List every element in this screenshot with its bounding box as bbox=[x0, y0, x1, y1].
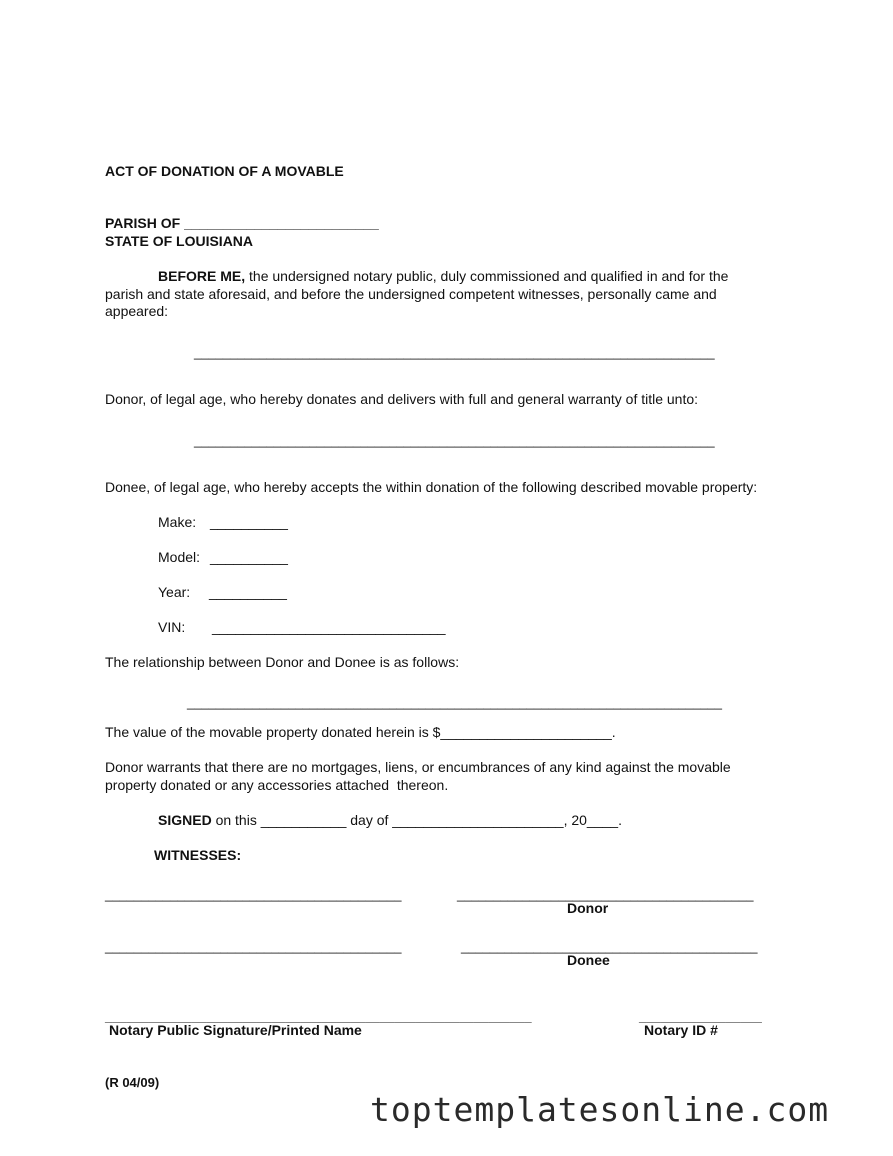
notary-signature-blank[interactable]: ___________________________________________________________ bbox=[105, 1009, 532, 1024]
witness-2-signature-blank[interactable]: _________________________________________ bbox=[105, 939, 402, 954]
model-label: Model: bbox=[158, 549, 201, 565]
before-me-lead: BEFORE ME, bbox=[158, 268, 246, 284]
donor-statement: Donor, of legal age, who hereby donates and delivers with full and general warranty of title unto: bbox=[105, 391, 699, 407]
relationship-statement: The relationship between Donor and Donee is as follows: bbox=[105, 654, 460, 670]
intro-line-2: parish and state aforesaid, and before the undersigned competent witnesses, personally came and bbox=[105, 286, 717, 302]
year-blank[interactable]: __________ bbox=[209, 584, 287, 600]
notary-id-blank[interactable]: _________________ bbox=[639, 1009, 762, 1024]
year-label: Year: bbox=[158, 584, 191, 600]
intro-line-1-rest: the undersigned notary public, duly commissioned and qualified in and for the bbox=[245, 268, 729, 284]
intro-line-3: appeared: bbox=[105, 303, 169, 319]
donor-name-blank[interactable]: ________________________________________________________________________ bbox=[194, 345, 715, 360]
donor-signature-label: Donor bbox=[567, 900, 609, 916]
signed-lead: SIGNED bbox=[158, 812, 212, 828]
notary-signature-label: Notary Public Signature/Printed Name bbox=[109, 1022, 362, 1038]
make-blank[interactable]: __________ bbox=[210, 514, 288, 530]
value-statement[interactable]: The value of the movable property donated herein is $______________________. bbox=[105, 724, 616, 740]
donee-name-blank[interactable]: ________________________________________________________________________ bbox=[194, 433, 715, 448]
vin-label: VIN: bbox=[158, 619, 186, 635]
witnesses-label: WITNESSES: bbox=[154, 847, 242, 863]
donee-signature-label: Donee bbox=[567, 952, 610, 968]
signed-rest: on this ___________ day of ______________________, 20____. bbox=[211, 812, 622, 828]
relationship-blank[interactable]: __________________________________________________________________________ bbox=[187, 695, 723, 710]
signed-line[interactable] bbox=[158, 812, 622, 829]
witness-1-signature-blank[interactable]: _________________________________________ bbox=[105, 887, 402, 902]
notary-id-label: Notary ID # bbox=[644, 1022, 718, 1038]
donee-signature-blank[interactable]: _________________________________________ bbox=[461, 939, 758, 954]
document-title: ACT OF DONATION OF A MOVABLE bbox=[105, 163, 344, 179]
model-blank[interactable]: __________ bbox=[210, 549, 288, 565]
vin-blank[interactable]: ______________________________ bbox=[212, 619, 446, 635]
donee-statement: Donee, of legal age, who hereby accepts the within donation of the following described movable property: bbox=[105, 479, 758, 495]
revision-code: (R 04/09) bbox=[105, 1075, 160, 1090]
watermark-text: toptemplatesonline.com bbox=[370, 1090, 830, 1129]
state-line: STATE OF LOUISIANA bbox=[105, 233, 254, 249]
donor-signature-blank[interactable]: _________________________________________ bbox=[457, 887, 754, 902]
make-label: Make: bbox=[158, 514, 197, 530]
warranty-line-2: property donated or any accessories attached thereon. bbox=[105, 777, 449, 793]
warranty-line-1: Donor warrants that there are no mortgages, liens, or encumbrances of any kind against the movable bbox=[105, 759, 731, 775]
intro-line-1 bbox=[158, 268, 728, 285]
parish-line: PARISH OF _________________________ bbox=[105, 215, 379, 231]
